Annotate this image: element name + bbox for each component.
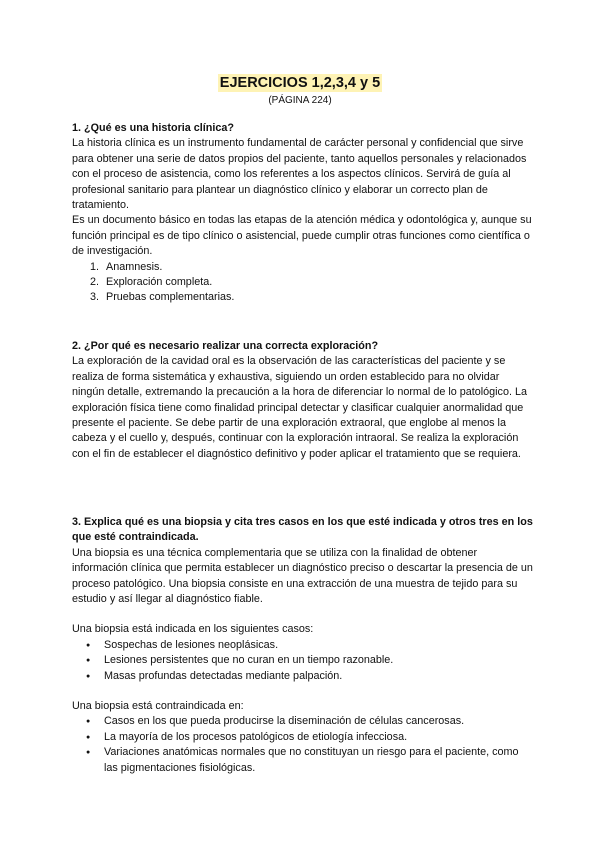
- section-2-paragraph-1: La exploración de la cavidad oral es la observación de las características del paciente y se realiza de forma sistemática y exhaustiva, siguiendo un orden establecido para no olvidar ningún detalle, extremando la precaución a la hora de diferenciar lo normal de lo patológico. La exploración física tiene como finalidad principal detectar y clasificar cualquier anormalidad que presente el paciente. Se debe partir de una exploración extraoral, que englobe al menos la cabeza y el cuello y, después, continuar con la exploración intraoral. Se realiza la exploración con el fin de establecer el diagnóstico definitivo y poder aplicar el tratamiento que se requiera.: [72, 355, 527, 460]
- list-item: ● Masas profundas detectadas mediante palpación.: [102, 669, 534, 684]
- list-item: ● La mayoría de los procesos patológicos de etiología infecciosa.: [102, 730, 534, 745]
- list-item: ● Sospechas de lesiones neoplásicas.: [102, 638, 534, 653]
- question-3: 3. Explica qué es una biopsia y cita tres casos en los que esté indicada y otros tres en los que esté contraindicada.: [72, 516, 533, 544]
- list-item: 2. Exploración completa.: [102, 275, 534, 290]
- indicated-list: [72, 638, 534, 684]
- list-item: 1. Anamnesis.: [102, 260, 534, 275]
- question-1: 1. ¿Qué es una historia clínica?: [72, 122, 235, 134]
- list-item: 3. Pruebas complementarias.: [102, 290, 534, 305]
- contraindicated-intro: Una biopsia está contraindicada en:: [72, 700, 244, 713]
- indicated-intro: Una biopsia está indicada en los siguientes casos:: [72, 623, 314, 636]
- section-2: [72, 339, 534, 462]
- section-1-list: [72, 260, 534, 306]
- header: [0, 74, 600, 106]
- contraindicated-list: [72, 714, 534, 776]
- section-1-paragraph-2: Es un documento básico en todas las etapas de la atención médica y odontológica y, aunque su función principal es de tipo clínico o asistencial, puede cumplir otras funciones como científica o de investigación.: [72, 214, 532, 258]
- section-1-paragraph-1: La historia clínica es un instrumento fundamental de carácter personal y confidencial que sirve para obtener una serie de datos propios del paciente, tanto aquellos personales y relacionados con el proceso de asistencia, como los referentes a los aspectos clínicos. Servirá de guía al profesional sanitario para plantear un diagnóstico clínico y elaborar un correcto plan de tratamiento.: [72, 137, 527, 212]
- list-item: ● Variaciones anatómicas normales que no constituyan un riesgo para el paciente, como las pigmentaciones fisiológicas.: [102, 745, 534, 776]
- section-3-paragraph-1: Una biopsia es una técnica complementaria que se utiliza con la finalidad de obtener información clínica que permita establecer un diagnóstico preciso o descartar la presencia de un proceso patológico. Una biopsia consiste en una extracción de una muestra de tejido para su estudio y así llegar al diagnóstico fiable.: [72, 546, 533, 606]
- section-1: [72, 121, 534, 306]
- page-title: EJERCICIOS 1,2,3,4 y 5: [219, 75, 381, 91]
- section-3: [72, 515, 534, 776]
- list-item: ● Casos en los que pueda producirse la diseminación de células cancerosas.: [102, 714, 534, 729]
- page-subtitle: (PÁGINA 224): [268, 95, 332, 106]
- list-item: ● Lesiones persistentes que no curan en un tiempo razonable.: [102, 653, 534, 668]
- question-2: 2. ¿Por qué es necesario realizar una correcta exploración?: [72, 340, 379, 352]
